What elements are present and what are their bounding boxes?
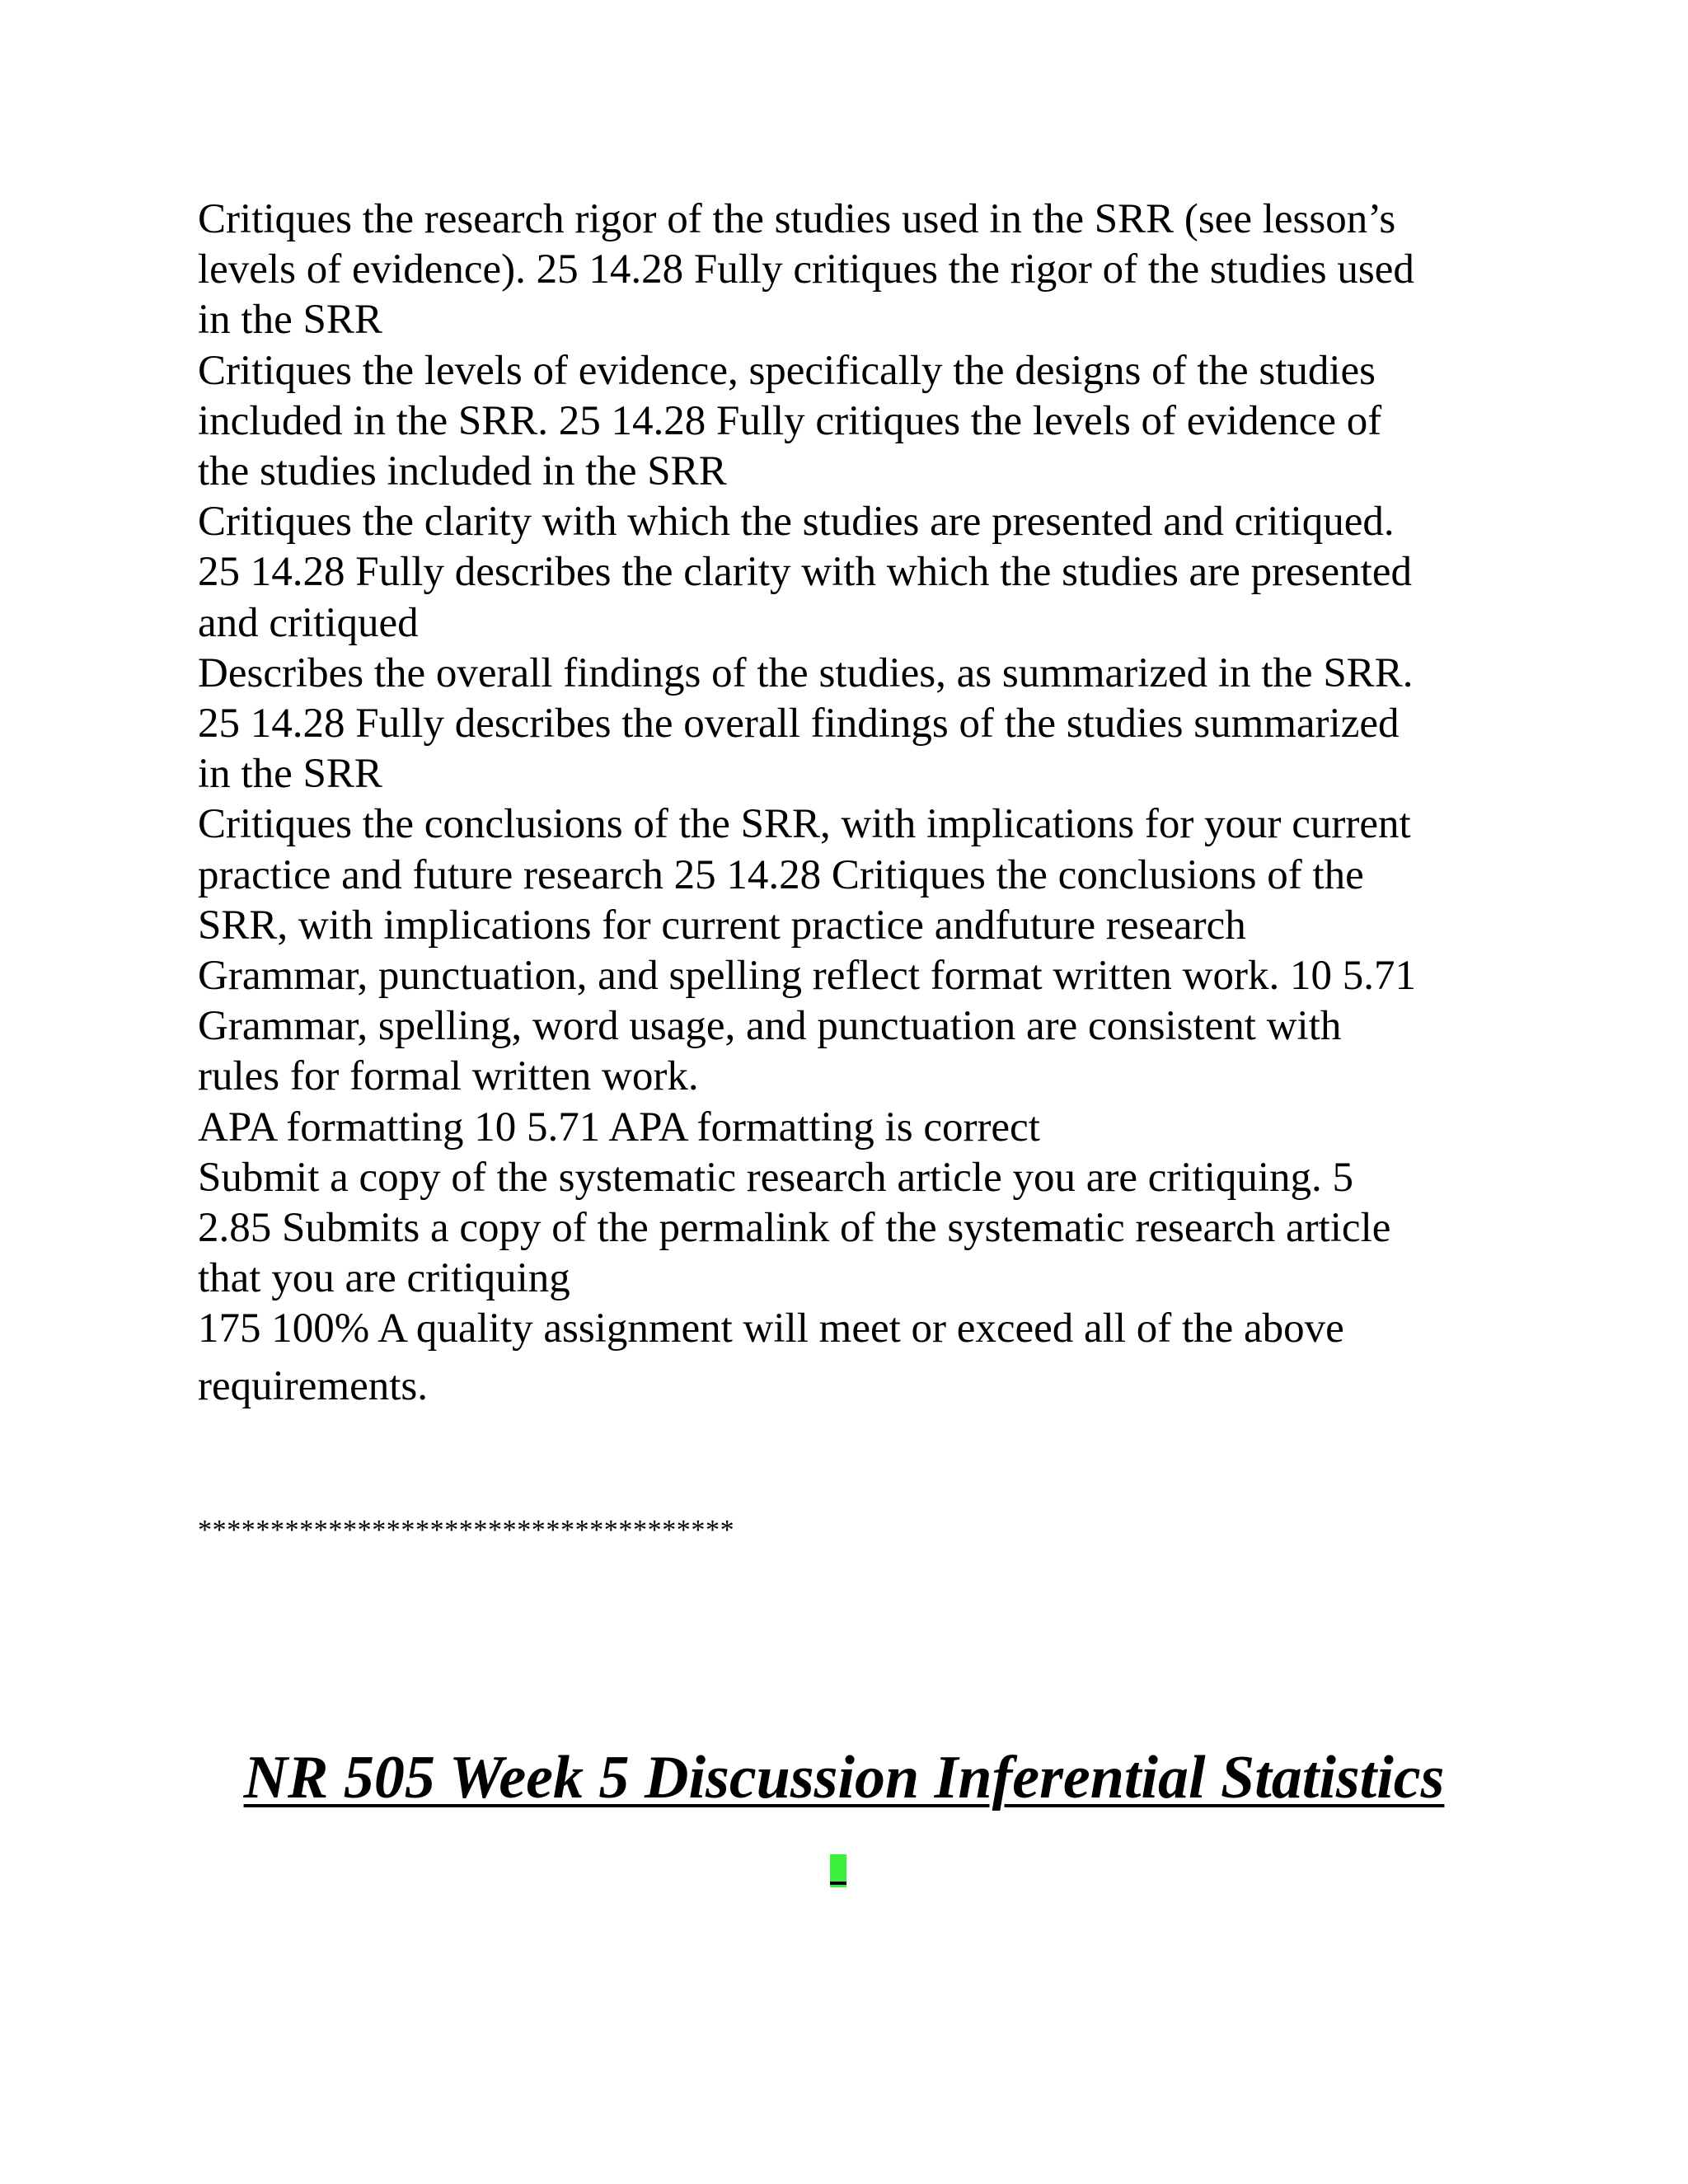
text-line: that you are critiquing (198, 1255, 570, 1302)
text-line-requirements: requirements. (198, 1362, 428, 1409)
asterisk-separator: ************************************* (198, 1515, 735, 1545)
text-line: Critiques the conclusions of the SRR, with implications for your current (198, 801, 1411, 848)
text-line: 2.85 Submits a copy of the permalink of the systematic research article (198, 1205, 1391, 1252)
text-line: Critiques the research rigor of the studies used in the SRR (see lesson’s (198, 196, 1396, 242)
text-line: Describes the overall findings of the studies, as summarized in the SRR. (198, 649, 1414, 696)
text-line: Grammar, punctuation, and spelling reflect format written work. 10 5.71 (198, 953, 1416, 1000)
page-title: NR 505 Week 5 Discussion Inferential Statistics (243, 1744, 1445, 1811)
text-line: levels of evidence). 25 14.28 Fully critiques the rigor of the studies used (198, 246, 1414, 293)
text-line: rules for formal written work. (198, 1053, 699, 1100)
text-line: in the SRR (198, 751, 382, 798)
marker-underline (830, 1882, 846, 1885)
text-line: APA formatting 10 5.71 APA formatting is correct (198, 1104, 1040, 1151)
text-line: Critiques the levels of evidence, specifically the designs of the studies (198, 347, 1376, 394)
text-line: the studies included in the SRR (198, 448, 727, 495)
text-line: included in the SRR. 25 14.28 Fully critiques the levels of evidence of (198, 397, 1382, 444)
text-line: and critiqued (198, 599, 419, 646)
rubric-text (198, 194, 1500, 1412)
text-line: 25 14.28 Fully describes the overall findings of the studies summarized (198, 701, 1400, 748)
text-line: Critiques the clarity with which the studies are presented and critiqued. (198, 499, 1395, 546)
text-line: Submit a copy of the systematic research article you are critiquing. 5 (198, 1154, 1354, 1201)
text-line: 175 100% A quality assignment will meet or exceed all of the above (198, 1305, 1344, 1352)
text-line: Grammar, spelling, word usage, and punctuation are consistent with (198, 1003, 1342, 1050)
text-line: in the SRR (198, 297, 382, 344)
text-line: 25 14.28 Fully describes the clarity with which the studies are presented (198, 549, 1412, 596)
text-line: practice and future research 25 14.28 Critiques the conclusions of the (198, 851, 1364, 898)
text-line: SRR, with implications for current practice andfuture research (198, 902, 1246, 949)
